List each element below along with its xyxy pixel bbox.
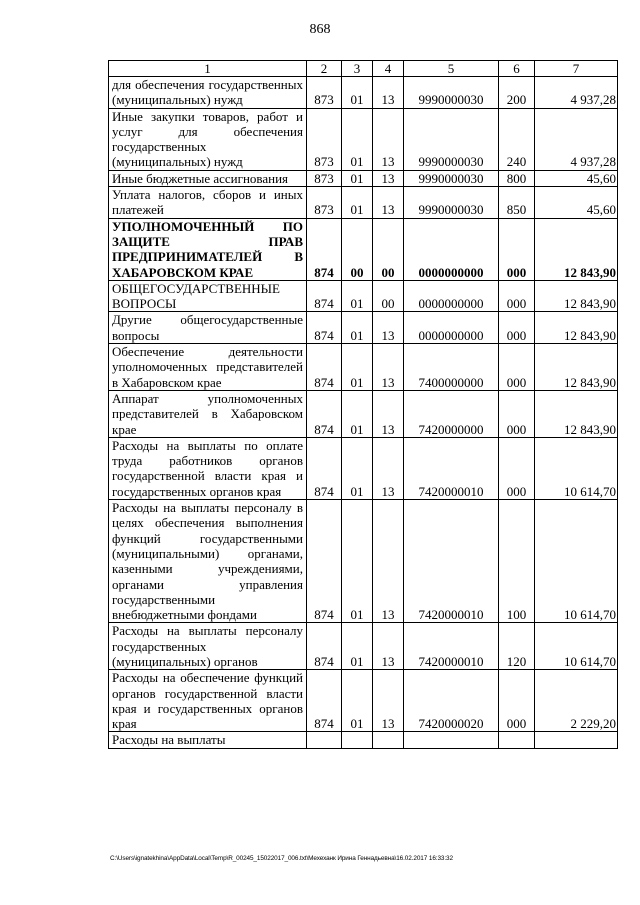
file-path-footer: C:\Users\ignatekhina\AppData\Local\Temp\R_00245_15022017_006.txt\Мехеханк Ирина Геннадьевна\16.02.2017 16:33:32	[110, 855, 453, 862]
subsection-code-cell: 13	[373, 670, 404, 732]
section-code-cell: 01	[342, 437, 373, 499]
subsection-code-cell: 13	[373, 390, 404, 437]
row-name-cell: Расходы на выплаты персоналу в целях обеспечения выполнения функций государственными (муниципальными) органами, казенными учреждениями, органами управления государственными внебюджетными фондами	[109, 500, 307, 623]
row-name-cell: Иные закупки товаров, работ и услуг для обеспечения государственных (муниципальных) нужд	[109, 108, 307, 170]
row-name-cell: УПОЛНОМОЧЕННЫЙ ПО ЗАЩИТЕ ПРАВ ПРЕДПРИНИМАТЕЛЕЙ В ХАБАРОВСКОМ КРАЕ	[109, 218, 307, 280]
ministry-code-cell: 874	[307, 280, 342, 312]
row-name-cell: Расходы на выплаты по оплате труда работников органов государственной власти края и государственных органов края	[109, 437, 307, 499]
row-name-cell: Расходы на выплаты персоналу государственных (муниципальных) органов	[109, 623, 307, 670]
expense-type-cell: 000	[499, 437, 535, 499]
table-row	[109, 437, 618, 499]
section-code-cell: 01	[342, 108, 373, 170]
expense-type-cell: 850	[499, 187, 535, 219]
expense-type-cell: 240	[499, 108, 535, 170]
amount-cell	[535, 732, 618, 748]
header-cell: 2	[307, 61, 342, 77]
amount-cell: 10 614,70	[535, 500, 618, 623]
row-name-cell: Расходы на выплаты	[109, 732, 307, 748]
table-header-row	[109, 61, 618, 77]
target-article-cell	[404, 732, 499, 748]
section-code-cell: 01	[342, 77, 373, 109]
expense-type-cell: 000	[499, 312, 535, 344]
amount-cell: 45,60	[535, 187, 618, 219]
section-code-cell: 01	[342, 390, 373, 437]
table-row	[109, 77, 618, 109]
expense-type-cell: 000	[499, 390, 535, 437]
amount-cell: 12 843,90	[535, 280, 618, 312]
subsection-code-cell: 13	[373, 500, 404, 623]
expense-type-cell: 000	[499, 218, 535, 280]
header-cell: 7	[535, 61, 618, 77]
subsection-code-cell: 13	[373, 437, 404, 499]
row-name-cell: Уплата налогов, сборов и иных платежей	[109, 187, 307, 219]
ministry-code-cell	[307, 732, 342, 748]
amount-cell: 4 937,28	[535, 77, 618, 109]
amount-cell: 45,60	[535, 170, 618, 186]
table-row	[109, 312, 618, 344]
table-row	[109, 623, 618, 670]
subsection-code-cell: 13	[373, 623, 404, 670]
ministry-code-cell: 874	[307, 670, 342, 732]
table-row	[109, 732, 618, 748]
row-name-cell: Другие общегосударственные вопросы	[109, 312, 307, 344]
section-code-cell: 01	[342, 280, 373, 312]
section-code-cell: 01	[342, 623, 373, 670]
section-code-cell	[342, 732, 373, 748]
amount-cell: 12 843,90	[535, 344, 618, 391]
target-article-cell: 7420000000	[404, 390, 499, 437]
table-row	[109, 170, 618, 186]
ministry-code-cell: 873	[307, 108, 342, 170]
section-code-cell: 01	[342, 500, 373, 623]
ministry-code-cell: 874	[307, 218, 342, 280]
expense-type-cell: 000	[499, 670, 535, 732]
section-code-cell: 01	[342, 170, 373, 186]
target-article-cell: 7420000020	[404, 670, 499, 732]
target-article-cell: 7400000000	[404, 344, 499, 391]
table-row	[109, 187, 618, 219]
table-row	[109, 280, 618, 312]
row-name-cell: Обеспечение деятельности уполномоченных представителей в Хабаровском крае	[109, 344, 307, 391]
section-code-cell: 01	[342, 187, 373, 219]
row-name-cell: для обеспечения государственных (муниципальных) нужд	[109, 77, 307, 109]
expense-type-cell: 800	[499, 170, 535, 186]
amount-cell: 12 843,90	[535, 312, 618, 344]
ministry-code-cell: 873	[307, 77, 342, 109]
amount-cell: 10 614,70	[535, 623, 618, 670]
amount-cell: 2 229,20	[535, 670, 618, 732]
ministry-code-cell: 874	[307, 390, 342, 437]
header-cell: 5	[404, 61, 499, 77]
expense-type-cell: 000	[499, 344, 535, 391]
ministry-code-cell: 874	[307, 437, 342, 499]
subsection-code-cell: 13	[373, 187, 404, 219]
ministry-code-cell: 873	[307, 170, 342, 186]
target-article-cell: 7420000010	[404, 437, 499, 499]
ministry-code-cell: 874	[307, 500, 342, 623]
amount-cell: 12 843,90	[535, 390, 618, 437]
amount-cell: 10 614,70	[535, 437, 618, 499]
table-row	[109, 670, 618, 732]
ministry-code-cell: 874	[307, 344, 342, 391]
page-number: 868	[309, 22, 331, 37]
subsection-code-cell: 13	[373, 312, 404, 344]
table-row	[109, 108, 618, 170]
expense-type-cell: 000	[499, 280, 535, 312]
header-cell: 3	[342, 61, 373, 77]
header-cell: 4	[373, 61, 404, 77]
ministry-code-cell: 874	[307, 312, 342, 344]
subsection-code-cell: 13	[373, 108, 404, 170]
subsection-code-cell: 00	[373, 280, 404, 312]
subsection-code-cell	[373, 732, 404, 748]
row-name-cell: ОБЩЕГОСУДАРСТВЕННЫЕ ВОПРОСЫ	[109, 280, 307, 312]
section-code-cell: 01	[342, 670, 373, 732]
target-article-cell: 9990000030	[404, 187, 499, 219]
amount-cell: 4 937,28	[535, 108, 618, 170]
target-article-cell: 0000000000	[404, 312, 499, 344]
table-row	[109, 344, 618, 391]
subsection-code-cell: 00	[373, 218, 404, 280]
subsection-code-cell: 13	[373, 344, 404, 391]
budget-table	[108, 60, 618, 749]
row-name-cell: Аппарат уполномоченных представителей в Хабаровском крае	[109, 390, 307, 437]
target-article-cell: 9990000030	[404, 77, 499, 109]
header-cell: 1	[109, 61, 307, 77]
ministry-code-cell: 874	[307, 623, 342, 670]
header-cell: 6	[499, 61, 535, 77]
amount-cell: 12 843,90	[535, 218, 618, 280]
section-code-cell: 01	[342, 344, 373, 391]
row-name-cell: Расходы на обеспечение функций органов государственной власти края и государственных органов края	[109, 670, 307, 732]
table-row	[109, 390, 618, 437]
ministry-code-cell: 873	[307, 187, 342, 219]
expense-type-cell	[499, 732, 535, 748]
row-name-cell: Иные бюджетные ассигнования	[109, 170, 307, 186]
expense-type-cell: 100	[499, 500, 535, 623]
target-article-cell: 0000000000	[404, 218, 499, 280]
section-code-cell: 00	[342, 218, 373, 280]
target-article-cell: 0000000000	[404, 280, 499, 312]
subsection-code-cell: 13	[373, 77, 404, 109]
table-row	[109, 218, 618, 280]
expense-type-cell: 200	[499, 77, 535, 109]
target-article-cell: 9990000030	[404, 108, 499, 170]
target-article-cell: 7420000010	[404, 500, 499, 623]
expense-type-cell: 120	[499, 623, 535, 670]
subsection-code-cell: 13	[373, 170, 404, 186]
table-row	[109, 500, 618, 623]
target-article-cell: 7420000010	[404, 623, 499, 670]
section-code-cell: 01	[342, 312, 373, 344]
target-article-cell: 9990000030	[404, 170, 499, 186]
